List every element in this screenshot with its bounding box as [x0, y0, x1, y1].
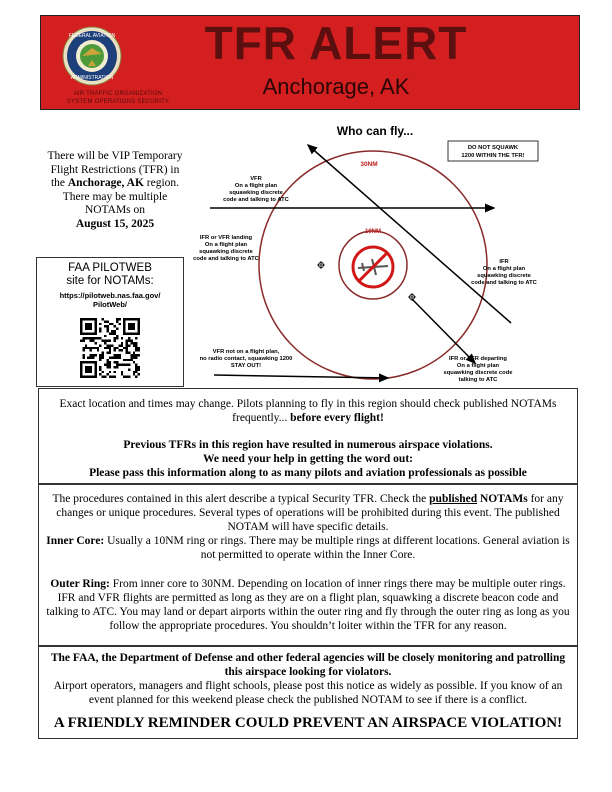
departing-label: talking to ATC — [458, 377, 498, 383]
monitoring-paragraph: The FAA, the Department of Defense and other federal agencies will be closely monitoring and patrolling this airspace looking for violators. Airport operators, managers and flight schools, please post this notice as widely as possible. If you know of an event planned for this weekend please check the published NOTAM to see if there is a conflict. — [50, 652, 566, 706]
landing-label: On a flight plan — [204, 242, 248, 248]
intro-line: NOTAMs on — [84, 204, 146, 216]
procedures-box — [38, 484, 578, 646]
vfr-not-label: no radio contact, squawking 1200 — [199, 356, 293, 362]
qr-code-icon[interactable] — [80, 318, 140, 378]
squawk-note-line: DO NOT SQUAWK — [467, 145, 519, 151]
vfr-top-label: squawking discrete — [229, 190, 283, 196]
squawk-note-line: 1200 WITHIN THE TFR! — [461, 153, 525, 159]
intro-line: There may be multiple — [62, 190, 168, 203]
vfr-not-label: VFR not on a flight plan, — [212, 349, 280, 355]
alert-title: TFR ALERT — [204, 17, 468, 69]
landing-label: code and talking to ATC — [193, 256, 259, 262]
inner-core-label: Inner Core: — [46, 535, 105, 547]
notice-paragraph: Exact location and times may change. Pilots planning to fly in this region should check published NOTAMs frequently... before every flight! — [59, 398, 557, 424]
notice-box-1 — [38, 388, 578, 484]
procedures-paragraph: The procedures contained in this alert describe a typical Security TFR. Check the published NOTAMs for any changes or unique procedures. Several types of operations will be prohibited during this event. The published NOTAM will have specific details. Inner Core: Usually a 10NM ring or rings. There may be multiple rings at different locations. General aviation is not permitted to operate within the Inner Core. — [46, 493, 570, 561]
org-line-2: SYSTEM OPERATIONS SECURITY — [66, 99, 170, 105]
intro-line: the Anchorage, AK region. — [50, 177, 180, 189]
outer-ring-paragraph: Outer Ring: From inner core to 30NM. Depending on location of inner rings there may be multiple outer rings. IFR and VFR flights are permitted as long as they are on a flight plan, squawking a discrete beacon code and talking to ATC. You may land or depart airports within the outer ring and fly through the outer ring as long as you follow the appropriate procedures. You shouldn’t loiter within the TFR for any reason. — [46, 578, 570, 632]
departing-label: On a flight plan — [456, 363, 500, 369]
vfr-top-label: code and talking to ATC — [223, 197, 289, 203]
vfr-top-label: On a flight plan — [234, 183, 278, 189]
intro-line: There will be VIP Temporary — [47, 150, 183, 162]
violations-paragraph: Previous TFRs in this region have resulted in numerous airspace violations. We need your help in getting the word out: Please pass this information along to as many pilots and aviation professionals as possible — [89, 439, 527, 479]
airport-icon — [408, 293, 416, 301]
seal-text-top: FEDERAL AVIATION — [68, 33, 116, 39]
vfr-not-label: STAY OUT! — [230, 363, 262, 369]
intro-line: Flight Restrictions (TFR) in — [50, 163, 180, 176]
airport-icon — [317, 261, 325, 269]
pilotweb-title: FAA PILOTWEB site for NOTAMs: — [66, 262, 154, 287]
alert-location: Anchorage, AK — [262, 74, 410, 99]
faa-seal-logo — [62, 26, 122, 86]
ifr-right-label: On a flight plan — [482, 266, 526, 272]
ifr-right-label: IFR — [499, 259, 509, 265]
landing-label: squawking discrete — [199, 249, 253, 255]
landing-label: IFR or VFR landing — [199, 235, 253, 241]
ifr-right-label: squawking discrete — [477, 273, 531, 279]
reminder-text: A FRIENDLY REMINDER COULD PREVENT AN AIRSPACE VIOLATION! — [53, 715, 563, 731]
intro-date: August 15, 2025 — [75, 217, 155, 230]
seal-text-bottom: ADMINISTRATION — [70, 75, 114, 81]
vfr-not-arrow — [214, 375, 388, 378]
outer-ring-label: 30NM — [360, 161, 378, 168]
departing-label: squawking discrete code — [443, 370, 513, 376]
intro-text — [40, 150, 190, 231]
diagram-heading: Who can fly... — [336, 124, 414, 138]
intro-region: Anchorage, AK — [67, 177, 144, 189]
org-line-1: AIR TRAFFIC ORGANIZATION — [73, 91, 163, 97]
tfr-diagram — [186, 135, 586, 390]
no-aircraft-icon — [353, 247, 393, 287]
monitoring-box — [38, 646, 578, 739]
pilotweb-url[interactable]: https://pilotweb.nas.faa.gov/ PilotWeb/ — [59, 291, 161, 309]
outer-ring-text-label: Outer Ring: — [50, 578, 110, 590]
vfr-top-label: VFR — [250, 176, 262, 182]
ifr-right-label: code and talking to ATC — [471, 280, 537, 286]
inner-ring-label: 10NM — [364, 229, 382, 235]
departing-label: IFR or VFR departing — [449, 356, 507, 362]
